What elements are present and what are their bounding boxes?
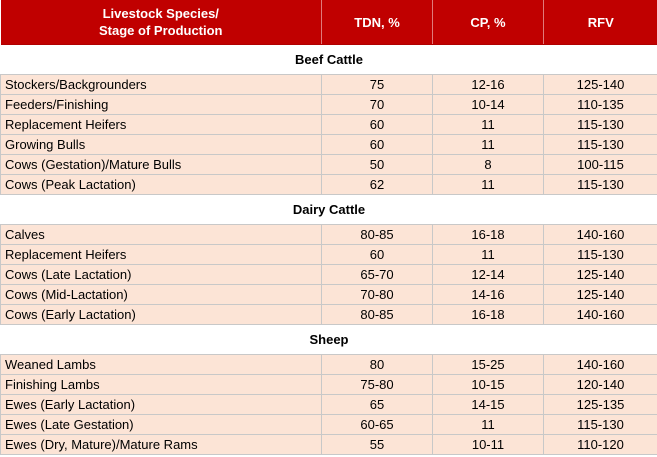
cell-tdn: 75	[322, 75, 433, 95]
table-row	[1, 285, 657, 305]
cell-stage: Replacement Heifers	[1, 245, 322, 265]
cell-stage: Stockers/Backgrounders	[1, 75, 322, 95]
cell-rfv: 140-160	[544, 225, 657, 245]
cell-tdn: 60	[322, 135, 433, 155]
table-row	[1, 305, 657, 325]
table-row	[1, 175, 657, 195]
table-header	[1, 0, 657, 45]
cell-stage: Ewes (Early Lactation)	[1, 395, 322, 415]
cell-tdn: 80-85	[322, 305, 433, 325]
cell-stage: Ewes (Dry, Mature)/Mature Rams	[1, 435, 322, 455]
cell-tdn: 80	[322, 355, 433, 375]
cell-stage: Cows (Mid-Lactation)	[1, 285, 322, 305]
header-species-stage	[1, 0, 322, 45]
cell-rfv: 110-120	[544, 435, 657, 455]
cell-rfv: 125-140	[544, 265, 657, 285]
cell-tdn: 70-80	[322, 285, 433, 305]
cell-stage: Replacement Heifers	[1, 115, 322, 135]
table-row	[1, 355, 657, 375]
cell-tdn: 55	[322, 435, 433, 455]
cell-stage: Growing Bulls	[1, 135, 322, 155]
table-row	[1, 135, 657, 155]
cell-rfv: 115-130	[544, 115, 657, 135]
table-row	[1, 75, 657, 95]
section-title: Beef Cattle	[1, 45, 657, 75]
cell-stage: Cows (Late Lactation)	[1, 265, 322, 285]
cell-tdn: 65	[322, 395, 433, 415]
header-row	[1, 0, 657, 45]
section-row	[1, 45, 657, 75]
cell-cp: 11	[433, 115, 544, 135]
cell-rfv: 115-130	[544, 245, 657, 265]
table-row	[1, 115, 657, 135]
cell-rfv: 100-115	[544, 155, 657, 175]
cell-cp: 16-18	[433, 225, 544, 245]
cell-stage: Cows (Peak Lactation)	[1, 175, 322, 195]
cell-cp: 14-15	[433, 395, 544, 415]
cell-cp: 11	[433, 245, 544, 265]
section-title: Sheep	[1, 325, 657, 355]
cell-stage: Feeders/Finishing	[1, 95, 322, 115]
cell-cp: 16-18	[433, 305, 544, 325]
table-row	[1, 225, 657, 245]
table-row	[1, 265, 657, 285]
section-row	[1, 325, 657, 355]
header-rfv: RFV	[544, 0, 657, 45]
cell-rfv: 120-140	[544, 375, 657, 395]
cell-tdn: 60	[322, 115, 433, 135]
header-species-line2: Stage of Production	[99, 23, 223, 38]
cell-rfv: 125-135	[544, 395, 657, 415]
table-row	[1, 395, 657, 415]
cell-rfv: 110-135	[544, 95, 657, 115]
cell-cp: 10-11	[433, 435, 544, 455]
cell-cp: 12-16	[433, 75, 544, 95]
header-cp: CP, %	[433, 0, 544, 45]
cell-cp: 15-25	[433, 355, 544, 375]
cell-rfv: 125-140	[544, 285, 657, 305]
table-body	[1, 45, 657, 455]
table-row	[1, 155, 657, 175]
section-row	[1, 195, 657, 225]
cell-cp: 8	[433, 155, 544, 175]
header-species-line1: Livestock Species/	[102, 6, 219, 21]
cell-rfv: 140-160	[544, 355, 657, 375]
table-row	[1, 415, 657, 435]
cell-tdn: 60-65	[322, 415, 433, 435]
table-row	[1, 435, 657, 455]
cell-tdn: 80-85	[322, 225, 433, 245]
cell-tdn: 65-70	[322, 265, 433, 285]
table-row	[1, 375, 657, 395]
cell-rfv: 125-140	[544, 75, 657, 95]
cell-stage: Cows (Early Lactation)	[1, 305, 322, 325]
cell-tdn: 70	[322, 95, 433, 115]
table-row	[1, 95, 657, 115]
cell-stage: Finishing Lambs	[1, 375, 322, 395]
table-row	[1, 245, 657, 265]
cell-stage: Calves	[1, 225, 322, 245]
cell-rfv: 115-130	[544, 135, 657, 155]
cell-rfv: 140-160	[544, 305, 657, 325]
cell-cp: 10-15	[433, 375, 544, 395]
cell-cp: 11	[433, 415, 544, 435]
cell-tdn: 62	[322, 175, 433, 195]
cell-cp: 11	[433, 175, 544, 195]
cell-tdn: 75-80	[322, 375, 433, 395]
cell-tdn: 60	[322, 245, 433, 265]
cell-rfv: 115-130	[544, 415, 657, 435]
cell-cp: 11	[433, 135, 544, 155]
cell-stage: Ewes (Late Gestation)	[1, 415, 322, 435]
header-tdn: TDN, %	[322, 0, 433, 45]
cell-stage: Weaned Lambs	[1, 355, 322, 375]
cell-stage: Cows (Gestation)/Mature Bulls	[1, 155, 322, 175]
cell-rfv: 115-130	[544, 175, 657, 195]
section-title: Dairy Cattle	[1, 195, 657, 225]
cell-cp: 12-14	[433, 265, 544, 285]
cell-cp: 10-14	[433, 95, 544, 115]
cell-cp: 14-16	[433, 285, 544, 305]
cell-tdn: 50	[322, 155, 433, 175]
